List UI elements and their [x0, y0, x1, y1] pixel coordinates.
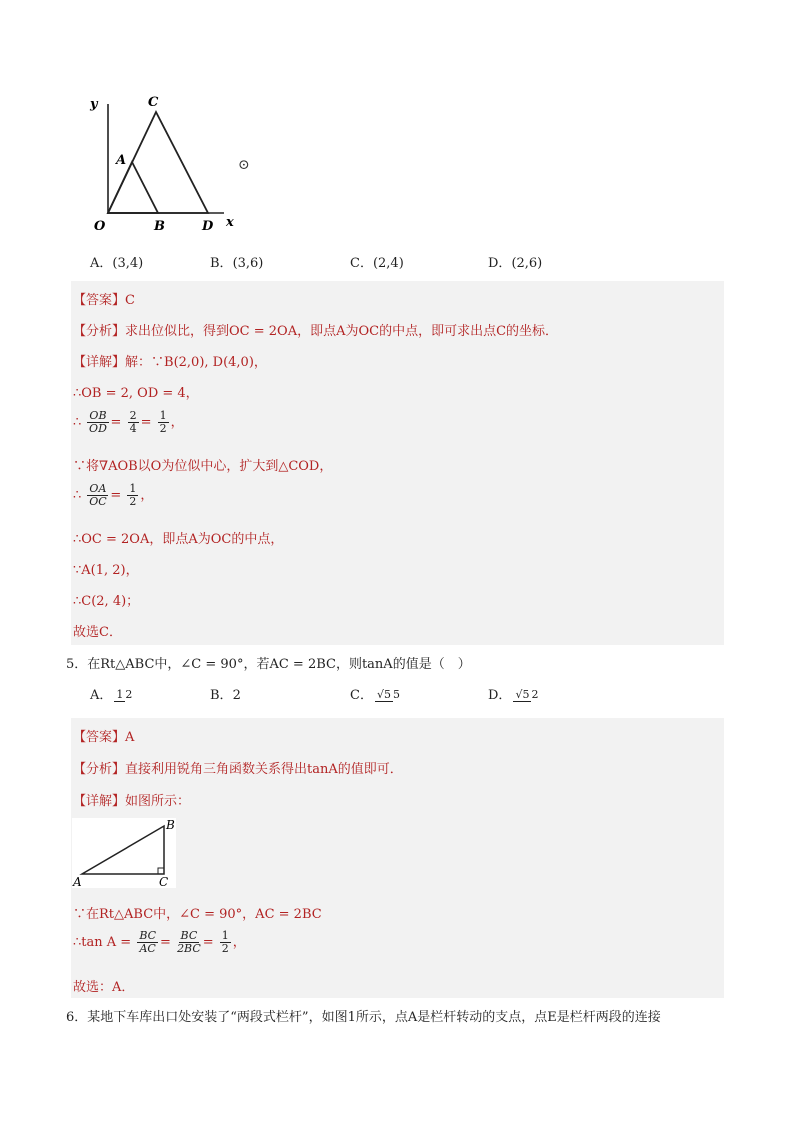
q5-answer: 【答案】A [73, 730, 135, 745]
q5-detail-line3: 故选：A． [73, 980, 135, 995]
option-c[interactable]: C．(2,4) [350, 256, 404, 271]
q4-detail-line4: ∵将∇AOB以O为位似中心，扩大到△COD， [73, 459, 333, 474]
q5-stem: 5．在Rt△ABC中，∠C = 90°，若AC = 2BC，则tanA的值是（ ） [66, 657, 471, 672]
right-triangle-figure [72, 818, 176, 888]
q4-detail-line2: ∴OB = 2, OD = 4， [73, 386, 199, 401]
triangle-aob [108, 162, 158, 213]
q4-detail-line8: ∴C(2, 4)； [73, 594, 140, 609]
q4-detail-line7: ∵A(1, 2)， [73, 563, 139, 578]
fig2-label-a: A [73, 875, 82, 888]
q5-detail-line2: ∴tan A = $\frac{BC}{AC}$ = $\frac{BC}{2BC}$ = $\frac{1}{2}$ ， [73, 929, 246, 955]
option-b[interactable]: B．(3,6) [210, 256, 264, 271]
option-a[interactable]: A．(3,4) [90, 256, 144, 271]
label-b: B [154, 219, 165, 234]
q5-option-b[interactable]: B．2 [210, 688, 241, 703]
q6-stem: 6．某地下车库出口处安装了“两段式栏杆”，如图1所示，点A是栏杆转动的支点，点E是栏杆两段的连接 [66, 1010, 661, 1025]
fig2-label-b: B [166, 818, 175, 832]
q4-detail-line5: ∴ $\frac{OA}{OC}$ = $\frac{1}{2}$ ， [73, 482, 154, 508]
circled-dot-symbol: ⊙ [238, 157, 250, 173]
q5-option-a[interactable]: A． 1 2 [90, 688, 133, 703]
q4-detail-line1: 【详解】解：∵B(2,0), D(4,0)， [73, 355, 267, 370]
q5-option-d[interactable]: D． √5 2 [488, 688, 539, 703]
label-d: D [202, 219, 214, 234]
fig2-label-c: C [159, 875, 169, 888]
label-y: y [90, 97, 98, 112]
q4-detail-line3: ∴ $\frac{OB}{OD}$ = $\frac{2}{4}$ = $\frac{1}{2}$ ， [73, 409, 184, 435]
q5-options [90, 684, 730, 703]
q5-analysis: 【分析】直接利用锐角三角函数关系得出tanA的值即可． [73, 762, 403, 777]
similarity-figure [84, 90, 244, 240]
q4-detail-line6: ∴OC = 2OA，即点A为OC的中点， [73, 532, 284, 547]
q5-detail: 【详解】如图所示： [73, 794, 191, 809]
label-a: A [116, 153, 127, 168]
option-d[interactable]: D．(2,6) [488, 256, 543, 271]
triangle-abc [82, 826, 164, 874]
q4-answer: 【答案】C [73, 293, 135, 308]
label-c: C [148, 95, 159, 110]
q5-option-c[interactable]: C． √5 5 [350, 688, 400, 703]
q4-analysis: 【分析】求出位似比，得到OC = 2OA，即点A为OC的中点，即可求出点C的坐标． [73, 324, 559, 339]
q4-detail-line9: 故选C． [73, 625, 122, 640]
q5-detail-line1: ∵在Rt△ABC中，∠C = 90°，AC = 2BC [73, 907, 322, 922]
right-angle-mark [158, 868, 164, 874]
label-x: x [226, 215, 234, 230]
label-o: O [94, 219, 106, 234]
q4-options [90, 252, 730, 271]
